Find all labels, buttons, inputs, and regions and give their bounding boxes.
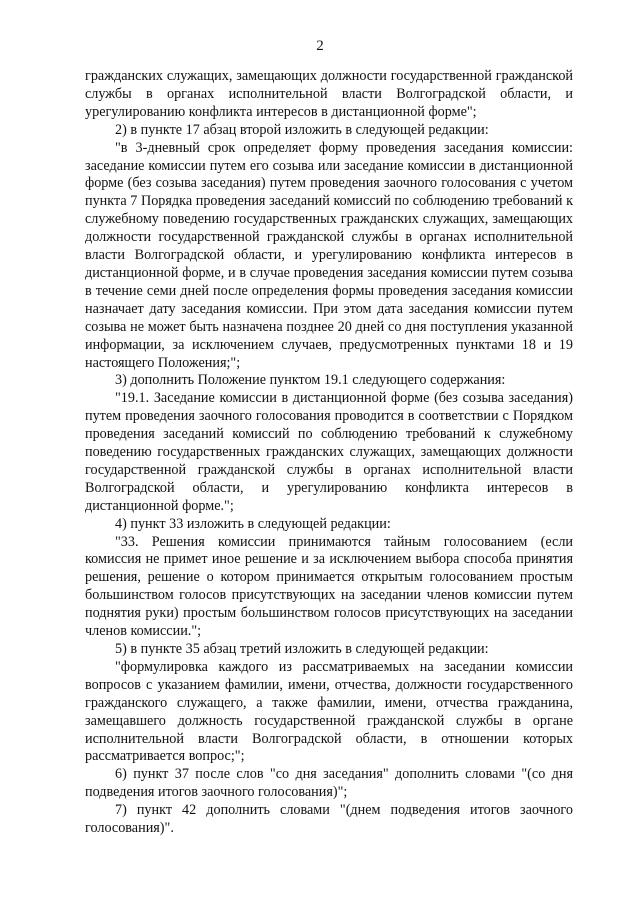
paragraph-quote-33: "33. Решения комиссии принимаются тайным голосованием (если комиссия не примет иное решение и за исключением выбора способа принятия решения, решение о котором принимается открытым голосованием простым большинством голосов присутствующих на заседании членов комиссии путем поднятия руки) простым большинством голосов присутствующих на заседании членов комиссии."; [85,533,573,640]
paragraph-item-5: 5) в пункте 35 абзац третий изложить в следующей редакции: [115,641,489,657]
paragraph-item-7: 7) пункт 42 дополнить словами "(днем подведения итогов заочного голосования)". [85,802,573,837]
paragraph-item-4: 4) пункт 33 изложить в следующей редакции: [115,515,391,532]
paragraph-quote-17: "в 3-дневный срок определяет форму проведения заседания комиссии: заседание комиссии путем его созыва или заседание комиссии в дистанционной форме (без созыва заседания) путем проведения заочного голосования с учетом пункта 7 Порядка проведения заседаний комиссий по соблюдению требований к служебному поведению государственных гражданских служащих, замещающих должности государственной гражданской службы в органах исполнительной власти Волгоградской области, и урегулированию конфликта интересов в дистанционной форме, и в случае проведения заседания комиссии путем созыва в течение семи дней после определения формы проведения заседания комиссии назначает дату заседания комиссии. При этом дата заседания комиссии путем созыва не может быть назначена позднее 20 дней со дня поступления указанной информации, за исключением случаев, предусмотренных пунктами 18 и 19 настоящего Положения;"; [85,139,573,371]
paragraph-quote-19-1: "19.1. Заседание комиссии в дистанционной форме (без созыва заседания) путем проведения заочного голосования проводится в соответствии с Порядком проведения заседаний комиссий по соблюдению требований к служебному поведению государственных гражданских служащих, замещающих должности государственной гражданской службы в органах исполнительной власти Волгоградской области, и урегулированию конфликта интересов в дистанционной форме."; [85,390,573,514]
paragraph-continuation: гражданских служащих, замещающих должности государственной гражданской службы в органах исполнительной власти Волгоградской области, и урегулированию конфликта интересов в дистанционной форме"; [85,68,573,120]
document-body [85,68,573,838]
paragraph-item-3: 3) дополнить Положение пунктом 19.1 следующего содержания: [115,372,506,389]
paragraph-quote-35: "формулировка каждого из рассматриваемых на заседании комиссии вопросов с указанием фамилии, имени, отчества, должности государственного гражданского служащего, а также фамилии, имени, отчества гражданина, замещавшего должность государственной гражданской службы в органе исполнительной власти Волгоградской области, в отношении которых рассматривается вопрос;"; [85,658,573,765]
paragraph-item-6: 6) пункт 37 после слов "со дня заседания" дополнить словами "(со дня подведения итогов заочного голосования)"; [85,766,573,801]
page-number: 2 [316,38,324,54]
paragraph-item-2: 2) в пункте 17 абзац второй изложить в следующей редакции: [115,121,489,138]
